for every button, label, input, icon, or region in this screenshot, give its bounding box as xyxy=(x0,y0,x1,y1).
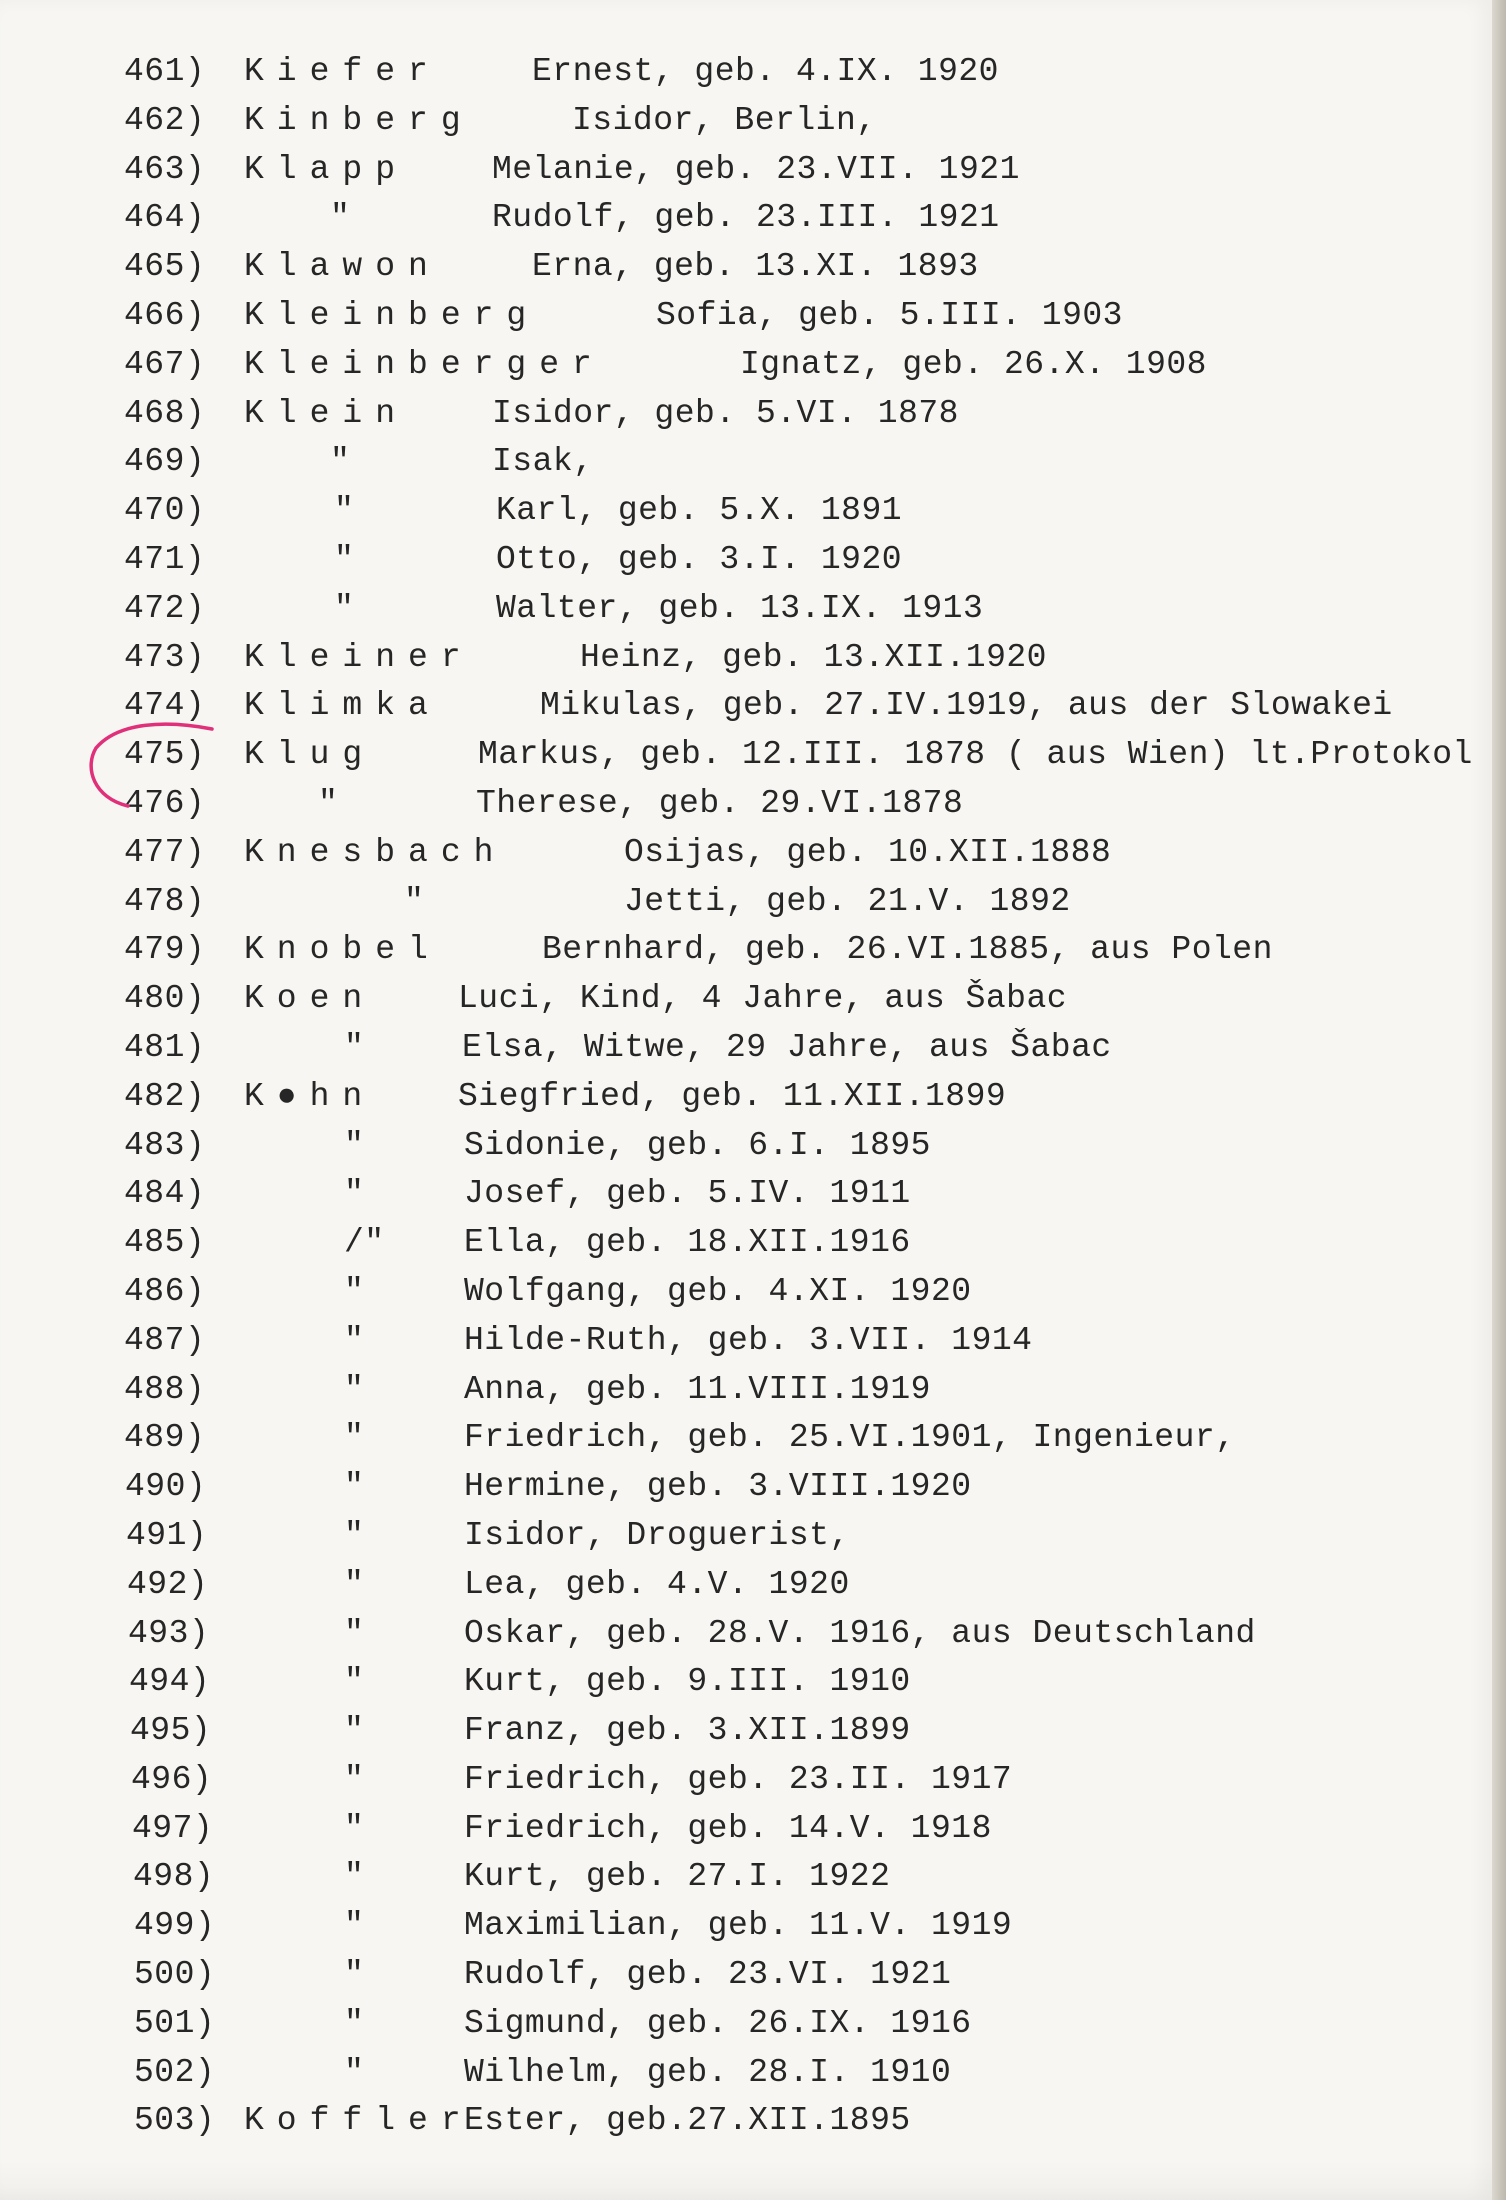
entry-details: Sofia, geb. 5.III. 1903 xyxy=(656,296,1123,334)
entry-surname: Koffler xyxy=(244,2102,474,2140)
list-item xyxy=(0,634,1492,683)
list-item xyxy=(0,878,1492,927)
entry-number: 470) xyxy=(124,492,206,530)
entry-number: 498) xyxy=(133,1858,215,1896)
entry-number: 502) xyxy=(134,2053,216,2091)
entry-surname: Klein xyxy=(244,394,409,432)
list-item xyxy=(0,1122,1492,1171)
list-item xyxy=(0,341,1492,390)
list-item xyxy=(0,585,1492,634)
entry-number: 474) xyxy=(124,687,206,725)
list-item xyxy=(0,1707,1492,1756)
list-item xyxy=(0,829,1492,878)
list-item xyxy=(0,292,1492,341)
entry-number: 487) xyxy=(124,1321,206,1359)
entry-details: Friedrich, geb. 23.II. 1917 xyxy=(464,1760,1013,1798)
page-edge xyxy=(1492,0,1506,2200)
entry-details: Sidonie, geb. 6.I. 1895 xyxy=(464,1126,931,1164)
list-item xyxy=(0,1756,1492,1805)
list-item xyxy=(0,1902,1492,1951)
entry-details: Oskar, geb. 28.V. 1916, aus Deutschland xyxy=(464,1614,1256,1652)
list-item xyxy=(0,1610,1492,1659)
entry-details: Melanie, geb. 23.VII. 1921 xyxy=(492,150,1020,188)
entry-number: 496) xyxy=(131,1760,213,1798)
list-item xyxy=(0,48,1492,97)
list-item xyxy=(0,1658,1492,1707)
list-item xyxy=(0,1268,1492,1317)
entry-number: 467) xyxy=(124,345,206,383)
ditto-mark: " xyxy=(344,1712,365,1750)
entry-number: 482) xyxy=(124,1077,206,1115)
ditto-mark: " xyxy=(330,199,351,237)
entry-details: Bernhard, geb. 26.VI.1885, aus Polen xyxy=(542,931,1273,969)
entry-number: 473) xyxy=(124,638,206,676)
entry-number: 484) xyxy=(124,1175,206,1213)
list-item xyxy=(0,536,1492,585)
entry-number: 494) xyxy=(129,1663,211,1701)
list-item xyxy=(0,1853,1492,1902)
entry-number: 501) xyxy=(134,2004,216,2042)
ditto-mark: " xyxy=(344,1321,365,1359)
entry-details: Heinz, geb. 13.XII.1920 xyxy=(580,638,1047,676)
ditto-mark: " xyxy=(344,1370,365,1408)
list-item xyxy=(0,2097,1492,2146)
entry-number: 463) xyxy=(124,150,206,188)
list-item xyxy=(0,438,1492,487)
entry-details: Siegfried, geb. 11.XII.1899 xyxy=(458,1077,1007,1115)
entry-number: 499) xyxy=(134,1907,216,1945)
entry-details: Isidor, Droguerist, xyxy=(464,1516,850,1554)
entry-surname: Klawon xyxy=(244,248,441,286)
entry-details: Karl, geb. 5.X. 1891 xyxy=(496,492,903,530)
ditto-mark: " xyxy=(344,1956,365,1994)
entry-number: 465) xyxy=(124,248,206,286)
ditto-mark: /" xyxy=(344,1224,385,1262)
list-item xyxy=(0,194,1492,243)
entry-number: 503) xyxy=(134,2102,216,2140)
entry-number: 493) xyxy=(128,1614,210,1652)
entry-surname: Kinberg xyxy=(244,101,474,139)
list-item xyxy=(0,1463,1492,1512)
entry-number: 483) xyxy=(124,1126,206,1164)
entry-number: 472) xyxy=(124,589,206,627)
entry-number: 490) xyxy=(125,1468,207,1506)
ditto-mark: " xyxy=(344,1809,365,1847)
entry-details: Ignatz, geb. 26.X. 1908 xyxy=(740,345,1207,383)
entry-details: Mikulas, geb. 27.IV.1919, aus der Slowakei xyxy=(540,687,1393,725)
entry-surname: Knobel xyxy=(244,931,441,969)
ditto-mark: " xyxy=(344,1614,365,1652)
entry-number: 497) xyxy=(132,1809,214,1847)
list-item xyxy=(0,1219,1492,1268)
list-item xyxy=(0,1512,1492,1561)
entry-details: Anna, geb. 11.VIII.1919 xyxy=(464,1370,931,1408)
entry-number: 486) xyxy=(124,1272,206,1310)
ditto-mark: " xyxy=(334,589,355,627)
entry-surname: Kleinberg xyxy=(244,296,540,334)
ditto-mark: " xyxy=(344,1126,365,1164)
entry-details: Therese, geb. 29.VI.1878 xyxy=(476,784,964,822)
ditto-mark: " xyxy=(344,1028,365,1066)
entry-details: Lea, geb. 4.V. 1920 xyxy=(464,1565,850,1603)
ditto-mark: " xyxy=(318,784,339,822)
entry-details: Friedrich, geb. 14.V. 1918 xyxy=(464,1809,992,1847)
list-item xyxy=(0,1951,1492,2000)
entry-list xyxy=(0,48,1492,2146)
entry-details: Luci, Kind, 4 Jahre, aus Šabac xyxy=(458,980,1068,1018)
entry-details: Rudolf, geb. 23.VI. 1921 xyxy=(464,1956,952,1994)
entry-details: Ella, geb. 18.XII.1916 xyxy=(464,1224,911,1262)
entry-details: Maximilian, geb. 11.V. 1919 xyxy=(464,1907,1013,1945)
list-item xyxy=(0,2049,1492,2098)
list-item xyxy=(0,487,1492,536)
entry-details: Isidor, Berlin, xyxy=(572,101,877,139)
list-item xyxy=(0,97,1492,146)
entry-surname: Kiefer xyxy=(244,53,441,90)
list-item xyxy=(0,146,1492,195)
entry-number: 479) xyxy=(124,931,206,969)
entry-number: 480) xyxy=(124,980,206,1018)
list-item xyxy=(0,2000,1492,2049)
ditto-mark: " xyxy=(344,1858,365,1896)
entry-number: 462) xyxy=(124,101,206,139)
entry-details: Jetti, geb. 21.V. 1892 xyxy=(624,882,1071,920)
entry-number: 492) xyxy=(127,1565,209,1603)
entry-surname: K●hn xyxy=(244,1077,376,1115)
entry-details: Ester, geb.27.XII.1895 xyxy=(464,2102,911,2140)
entry-number: 478) xyxy=(124,882,206,920)
page-shade xyxy=(0,2160,1492,2200)
entry-number: 488) xyxy=(124,1370,206,1408)
entry-details: Walter, geb. 13.IX. 1913 xyxy=(496,589,984,627)
entry-number: 495) xyxy=(130,1712,212,1750)
list-item xyxy=(0,1024,1492,1073)
ditto-mark: " xyxy=(344,1175,365,1213)
entry-surname: Klimka xyxy=(244,687,441,725)
entry-number: 461) xyxy=(124,53,206,90)
entry-number: 469) xyxy=(124,443,206,481)
ditto-mark: " xyxy=(344,2004,365,2042)
entry-details: Isak, xyxy=(492,443,594,481)
ditto-mark: " xyxy=(334,492,355,530)
entry-number: 464) xyxy=(124,199,206,237)
ditto-mark: " xyxy=(334,540,355,578)
ditto-mark: " xyxy=(344,1565,365,1603)
list-item xyxy=(0,1317,1492,1366)
entry-details: Elsa, Witwe, 29 Jahre, aus Šabac xyxy=(462,1028,1112,1066)
entry-details: Ernest, geb. 4.IX. 1920 xyxy=(532,53,999,90)
entry-number: 477) xyxy=(124,833,206,871)
ditto-mark: " xyxy=(404,882,425,920)
entry-details: Wolfgang, geb. 4.XI. 1920 xyxy=(464,1272,972,1310)
entry-number: 466) xyxy=(124,296,206,334)
entry-number: 489) xyxy=(124,1419,206,1457)
pink-bracket-mark xyxy=(86,720,236,820)
entry-details: Markus, geb. 12.III. 1878 ( aus Wien) lt.Protokol xyxy=(478,736,1473,774)
entry-details: Isidor, geb. 5.VI. 1878 xyxy=(492,394,959,432)
list-item xyxy=(0,1805,1492,1854)
entry-details: Sigmund, geb. 26.IX. 1916 xyxy=(464,2004,972,2042)
entry-details: Wilhelm, geb. 28.I. 1910 xyxy=(464,2053,952,2091)
entry-surname: Klug xyxy=(244,736,376,774)
list-item xyxy=(0,390,1492,439)
list-item xyxy=(0,1073,1492,1122)
entry-number: 476) xyxy=(124,784,206,822)
entry-surname: Knesbach xyxy=(244,833,507,871)
entry-number: 475) xyxy=(124,736,206,774)
ditto-mark: " xyxy=(344,1419,365,1457)
entry-surname: Kleinberger xyxy=(244,345,605,383)
ditto-mark: " xyxy=(344,1663,365,1701)
entry-details: Kurt, geb. 9.III. 1910 xyxy=(464,1663,911,1701)
ditto-mark: " xyxy=(344,1907,365,1945)
entry-surname: Klapp xyxy=(244,150,409,188)
entry-details: Otto, geb. 3.I. 1920 xyxy=(496,540,903,578)
list-item xyxy=(0,243,1492,292)
entry-number: 471) xyxy=(124,540,206,578)
entry-details: Hilde-Ruth, geb. 3.VII. 1914 xyxy=(464,1321,1033,1359)
list-item xyxy=(0,975,1492,1024)
ditto-mark: " xyxy=(344,1760,365,1798)
entry-details: Franz, geb. 3.XII.1899 xyxy=(464,1712,911,1750)
entry-number: 485) xyxy=(124,1224,206,1262)
entry-details: Hermine, geb. 3.VIII.1920 xyxy=(464,1468,972,1506)
list-item xyxy=(0,1170,1492,1219)
entry-number: 481) xyxy=(124,1028,206,1066)
entry-number: 500) xyxy=(134,1956,216,1994)
list-item xyxy=(0,1414,1492,1463)
ditto-mark: " xyxy=(344,1468,365,1506)
ditto-mark: " xyxy=(330,443,351,481)
list-item xyxy=(0,926,1492,975)
ditto-mark: " xyxy=(344,2053,365,2091)
entry-number: 491) xyxy=(126,1516,208,1554)
list-item xyxy=(0,1366,1492,1415)
entry-details: Osijas, geb. 10.XII.1888 xyxy=(624,833,1112,871)
entry-details: Kurt, geb. 27.I. 1922 xyxy=(464,1858,891,1896)
ditto-mark: " xyxy=(344,1516,365,1554)
entry-details: Rudolf, geb. 23.III. 1921 xyxy=(492,199,1000,237)
ditto-mark: " xyxy=(344,1272,365,1310)
list-item xyxy=(0,1561,1492,1610)
entry-details: Erna, geb. 13.XI. 1893 xyxy=(532,248,979,286)
entry-surname: Kleiner xyxy=(244,638,474,676)
entry-details: Josef, geb. 5.IV. 1911 xyxy=(464,1175,911,1213)
entry-number: 468) xyxy=(124,394,206,432)
entry-details: Friedrich, geb. 25.VI.1901, Ingenieur, xyxy=(464,1419,1236,1457)
entry-surname: Koen xyxy=(244,980,376,1018)
